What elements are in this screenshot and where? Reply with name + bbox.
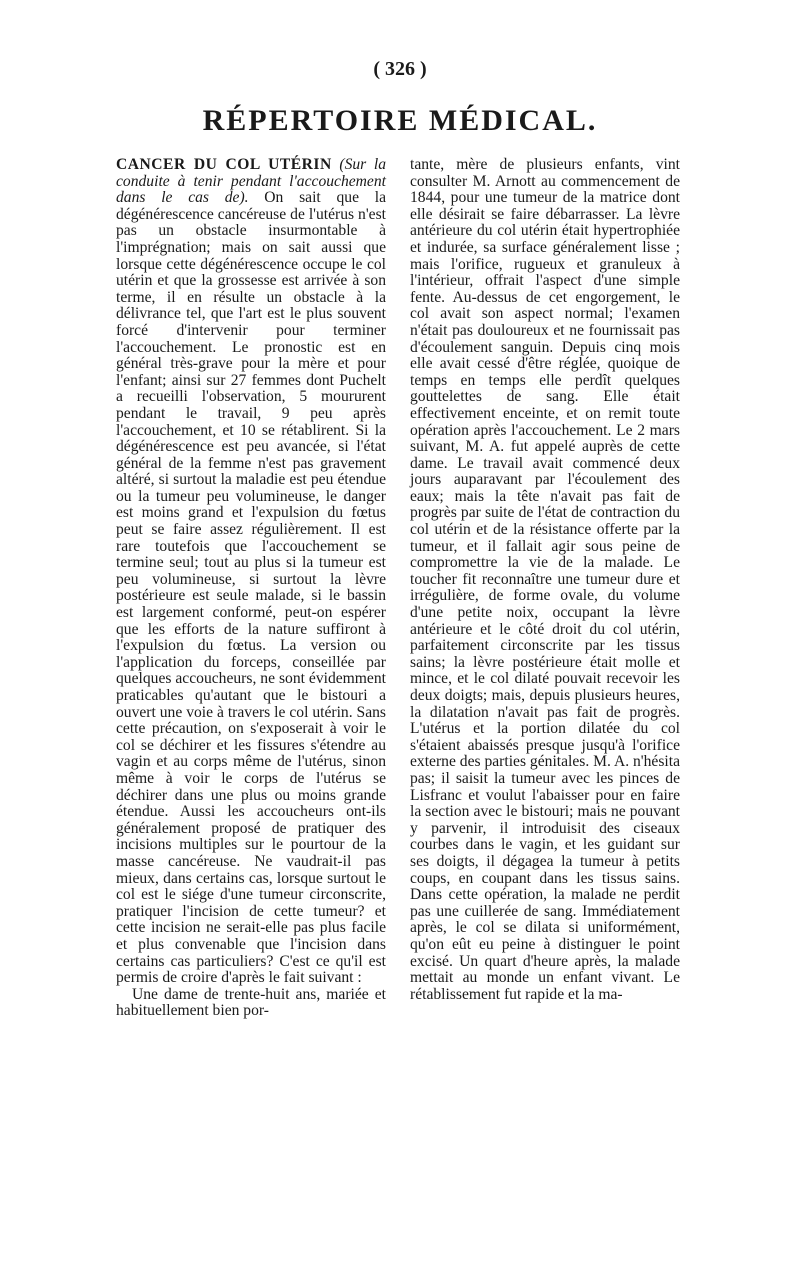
page-title: RÉPERTOIRE MÉDICAL. [202, 104, 598, 137]
entry-title: CANCER DU COL UTÉRIN [116, 156, 332, 173]
right-column [410, 157, 680, 1003]
article-intro-paragraph [116, 157, 386, 987]
case-paragraph-continued: tante, mère de plusieurs enfants, vint consulter M. Arnott au commencement de 1844, pour une tumeur de la matrice dont elle désirait se faire débarrasser. La lèvre antérieure du col utérin était hypertrophiée et indurée, sa surface généralement lisse ; mais l'orifice, rugueux et granuleux à l'intérieur, offrait l'aspect d'une simple fente. Au-dessus de cet engorgement, le col avait son aspect normal; l'examen n'était pas douloureux et ne fournissait pas d'écoulement sanguin. Depuis cinq mois elle avait cessé d'être réglée, quoique de temps en temps elle perdît quelques gouttelettes de sang. Elle était effectivement enceinte, et on remit toute opération après l'accouchement. Le 2 mars suivant, M. A. fut appelé auprès de cette dame. Le travail avait commencé deux jours auparavant par l'écoulement des eaux; mais la tête n'avait pas fait de progrès par suite de l'état de contraction du col utérin et de la résistance offerte par la tumeur, et il fallait agir sous peine de compromettre la vie de la malade. Le toucher fit reconnaître une tumeur dure et irrégulière, de forme ovale, du volume d'une petite noix, occupant la lèvre antérieure et le côté droit du col utérin, parfaitement circonscrite par les tissus sains; la lèvre postérieure était molle et mince, et le col dilaté pouvait recevoir les deux doigts; mais, depuis plusieurs heures, la dilatation n'avait pas fait de progrès. L'utérus et la portion dilatée du col s'étaient abaissés presque jusqu'à l'orifice externe des parties génitales. M. A. n'hésita pas; il saisit la tumeur avec les pinces de Lisfranc et voulut l'abaisser pour en faire la section avec le bistouri; mais ne pouvant y parvenir, il introduisit des ciseaux courbes dans le vagin, et les guidant sur ses doigts, il dégagea la tumeur à petits coups, en coupant dans les tissus sains. Dans cette opération, la malade ne perdit pas une cuillerée de sang. Immédiatement après, le col se dilata si uniformément, qu'on eût eu peine à distinguer le point excisé. Un quart d'heure après, la malade mettait au monde un enfant vivant. Le rétablissement fut rapide et la ma- [410, 156, 680, 1003]
intro-text: On sait que la dégénérescence cancéreuse de l'utérus n'est pas un obstacle insurmontable à l'imprégnation; mais on sait aussi que lorsque cette dégénérescence occupe le col utérin et que la grossesse est arrivée à son terme, il en résulte un obstacle à la délivrance tel, que l'art est le plus souvent forcé d'intervenir pour terminer l'accouchement. Le pronostic est en général très-grave pour la mère et pour l'enfant; ainsi sur 27 femmes dont Puchelt a recueilli l'observation, 5 moururent pendant le travail, 9 peu après l'accouchement, et 10 se rétablirent. Si la dégénérescence est peu avancée, si l'état général de la femme n'est pas gravement altéré, si surtout la maladie est peu étendue ou la tumeur peu volumineuse, le danger est moins grand et l'expulsion du fœtus peut se faire assez régulièrement. Il est rare toutefois que l'accouchement se termine seul; tout au plus si la tumeur est peu volumineuse, si surtout la lèvre postérieure est seule malade, si le bassin est largement conformé, peut-on espérer que les efforts de la nature suffiront à l'expulsion du fœtus. La version ou l'application du forceps, conseillée par quelques accoucheurs, ne sont évidemment praticables qu'autant que le bistouri a ouvert une voie à travers le col utérin. Sans cette précaution, on s'exposerait à voir le col se déchirer et les fissures s'étendre au vagin et au corps même de l'utérus, sinon même à voir le corps de l'utérus se déchirer dans une plus ou moins grande étendue. Aussi les accoucheurs ont-ils généralement proposé de pratiquer des incisions multiples sur le pourtour de la masse cancéreuse. Ne vaudrait-il pas mieux, dans certains cas, lorsque surtout le col est le siége d'une tumeur circonscrite, pratiquer l'incision de cette tumeur? et cette incision ne serait-elle pas plus facile et plus convenable que l'incision dans certains cas particuliers? C'est ce qu'il est permis de croire d'après le fait suivant : [116, 189, 386, 987]
entry-subtitle: (Sur la conduite à tenir pendant l'accouchement dans le cas de). [116, 156, 386, 207]
case-paragraph-start: Une dame de trente-huit ans, mariée et habituellement bien por- [116, 985, 386, 1020]
left-column [116, 157, 386, 1020]
page-number: ( 326 ) [373, 58, 427, 80]
